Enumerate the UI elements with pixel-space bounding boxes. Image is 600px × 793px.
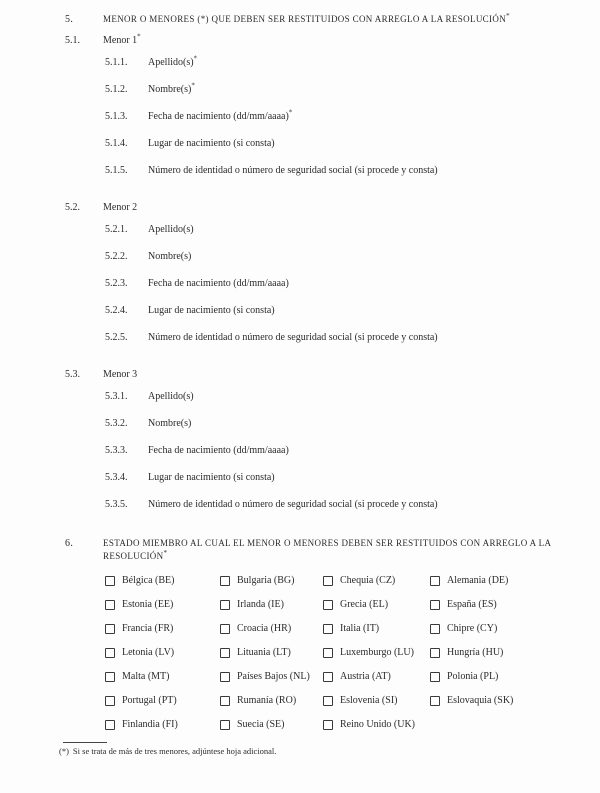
field-label: Lugar de nacimiento (si consta) — [148, 305, 275, 316]
country-label: Chequia (CZ) — [340, 575, 396, 586]
field-label: Fecha de nacimiento (dd/mm/aaaa)* — [148, 108, 293, 122]
form-field — [65, 304, 560, 317]
country-label: Países Bajos (NL) — [237, 671, 310, 682]
item-number: 5.3.5. — [105, 499, 128, 510]
country-checkbox[interactable] — [323, 624, 333, 634]
item-number: 5.2.1. — [105, 224, 128, 235]
country-option — [220, 574, 323, 587]
footnote-ref: * — [506, 12, 510, 20]
country-option — [105, 646, 220, 659]
section-6-heading — [65, 537, 560, 563]
field-label: Nombre(s) — [148, 251, 192, 262]
country-label: Letonia (LV) — [122, 647, 175, 658]
form-field — [65, 498, 560, 511]
country-label: Luxemburgo (LU) — [340, 647, 414, 658]
country-label: Lituania (LT) — [237, 647, 291, 658]
country-label: Austria (AT) — [340, 671, 391, 682]
country-option — [220, 598, 323, 611]
item-number: 5.3.1. — [105, 391, 128, 402]
country-checkbox[interactable] — [430, 672, 440, 682]
item-number: 5.3. — [65, 369, 80, 380]
country-row — [105, 622, 560, 635]
country-option — [430, 622, 497, 635]
country-label: Croacia (HR) — [237, 623, 292, 634]
field-label: Nombre(s) — [148, 418, 192, 429]
country-checkbox[interactable] — [323, 600, 333, 610]
item-number: 5.1.5. — [105, 165, 128, 176]
footnote-ref: * — [137, 32, 141, 41]
subsection-title: Menor 2 — [103, 202, 138, 213]
footnote-ref: * — [288, 108, 293, 117]
footnote-marker: (*) — [59, 746, 69, 756]
field-label: Nombre(s)* — [148, 81, 195, 95]
country-label: España (ES) — [447, 599, 497, 610]
country-option — [323, 598, 430, 611]
item-number: 5.3.2. — [105, 418, 128, 429]
footnote-block — [59, 742, 560, 757]
form-field — [65, 164, 560, 177]
field-label: Apellido(s) — [148, 224, 194, 235]
country-row — [105, 694, 560, 707]
country-checkbox[interactable] — [430, 648, 440, 658]
item-number: 5.1.4. — [105, 138, 128, 149]
footnote-ref: * — [191, 81, 195, 90]
country-label: Grecia (EL) — [340, 599, 389, 610]
country-option — [220, 694, 323, 707]
item-number: 5.2.5. — [105, 332, 128, 343]
country-option — [105, 670, 220, 683]
country-option — [105, 718, 220, 731]
country-checkbox[interactable] — [220, 648, 230, 658]
section-title: MENOR O MENORES (*) QUE DEBEN SER RESTITUIDOS CON ARREGLO A LA RESOLUCIÓN* — [103, 12, 510, 24]
country-checkbox[interactable] — [220, 600, 230, 610]
footnote — [59, 746, 560, 757]
country-option — [323, 622, 430, 635]
subsection-title: Menor 3 — [103, 369, 138, 380]
country-checkbox[interactable] — [220, 672, 230, 682]
section-number: 6. — [65, 538, 74, 549]
country-option — [220, 670, 323, 683]
field-label: Número de identidad o número de seguridad social (si procede y consta) — [148, 499, 438, 510]
field-label: Número de identidad o número de seguridad social (si procede y consta) — [148, 165, 438, 176]
country-checkbox[interactable] — [220, 720, 230, 730]
subsection-5-2-heading — [65, 201, 560, 214]
field-label: Apellido(s) — [148, 391, 194, 402]
item-number: 5.2. — [65, 202, 80, 213]
country-option — [105, 598, 220, 611]
country-label: Bulgaria (BG) — [237, 575, 295, 586]
country-checkbox[interactable] — [105, 696, 115, 706]
country-option — [430, 670, 498, 683]
country-row — [105, 646, 560, 659]
form-field — [65, 331, 560, 344]
country-label: Finlandia (FI) — [122, 719, 178, 730]
country-option — [105, 694, 220, 707]
section-5-heading — [65, 13, 560, 26]
form-field — [65, 110, 560, 123]
country-checkbox[interactable] — [323, 648, 333, 658]
item-number: 5.1.3. — [105, 111, 128, 122]
country-option — [430, 646, 503, 659]
form-field — [65, 471, 560, 484]
country-checkbox[interactable] — [323, 576, 333, 586]
country-option — [323, 718, 430, 731]
country-label: Alemania (DE) — [447, 575, 509, 586]
country-option — [220, 646, 323, 659]
country-label: Chipre (CY) — [447, 623, 498, 634]
country-label: Hungría (HU) — [447, 647, 504, 658]
item-number: 5.1.2. — [105, 84, 128, 95]
country-checkbox[interactable] — [105, 672, 115, 682]
field-label: Apellido(s)* — [148, 54, 198, 68]
country-checkbox[interactable] — [430, 696, 440, 706]
country-option — [430, 598, 497, 611]
country-checkbox[interactable] — [430, 576, 440, 586]
form-field — [65, 137, 560, 150]
footnote-ref: * — [193, 54, 198, 63]
country-label: Portugal (PT) — [122, 695, 177, 706]
subsection-title: Menor 1* — [103, 32, 141, 46]
country-label: Polonia (PL) — [447, 671, 499, 682]
country-checkbox[interactable] — [430, 624, 440, 634]
field-label: Lugar de nacimiento (si consta) — [148, 472, 275, 483]
country-label: Rumanía (RO) — [237, 695, 297, 706]
country-label: Francia (FR) — [122, 623, 174, 634]
section-number: 5. — [65, 14, 74, 25]
field-label: Número de identidad o número de seguridad social (si procede y consta) — [148, 332, 438, 343]
country-checkbox[interactable] — [323, 696, 333, 706]
item-number: 5.2.3. — [105, 278, 128, 289]
footnote-divider — [63, 742, 107, 743]
country-label: Suecia (SE) — [237, 719, 285, 730]
country-checkbox[interactable] — [220, 696, 230, 706]
field-label: Fecha de nacimiento (dd/mm/aaaa) — [148, 445, 289, 456]
form-field — [65, 444, 560, 457]
country-checkbox[interactable] — [323, 720, 333, 730]
country-label: Irlanda (IE) — [237, 599, 284, 610]
form-field — [65, 223, 560, 236]
country-option — [220, 718, 323, 731]
country-label: Italia (IT) — [340, 623, 380, 634]
subsection-5-3-heading — [65, 368, 560, 381]
form-field — [65, 390, 560, 403]
country-label: Estonia (EE) — [122, 599, 174, 610]
country-label: Malta (MT) — [122, 671, 170, 682]
section-title: ESTADO MIEMBRO AL CUAL EL MENOR O MENORES DEBEN SER RESTITUIDOS CON ARREGLO A LA RESOLUCIÓN* — [103, 538, 551, 561]
country-checkbox[interactable] — [323, 672, 333, 682]
country-option — [105, 574, 220, 587]
form-field — [65, 56, 560, 69]
form-field — [65, 417, 560, 430]
country-label: Eslovenia (SI) — [340, 695, 398, 706]
country-checkbox[interactable] — [105, 648, 115, 658]
country-checkbox[interactable] — [105, 720, 115, 730]
country-label: Bélgica (BE) — [122, 575, 175, 586]
country-row — [105, 670, 560, 683]
item-number: 5.1. — [65, 35, 80, 46]
footnote-text: Si se trata de más de tres menores, adjúntese hoja adicional. — [72, 746, 277, 756]
country-option — [323, 574, 430, 587]
country-row — [105, 598, 560, 611]
country-checkbox[interactable] — [105, 576, 115, 586]
country-label: Eslovaquia (SK) — [447, 695, 514, 706]
country-label: Reino Unido (UK) — [340, 719, 415, 730]
field-label: Fecha de nacimiento (dd/mm/aaaa) — [148, 278, 289, 289]
country-row — [105, 718, 560, 731]
subsection-5-1-heading — [65, 34, 560, 47]
country-checkbox[interactable] — [220, 576, 230, 586]
country-option — [323, 646, 430, 659]
item-number: 5.2.4. — [105, 305, 128, 316]
item-number: 5.2.2. — [105, 251, 128, 262]
item-number: 5.1.1. — [105, 57, 128, 68]
item-number: 5.3.4. — [105, 472, 128, 483]
form-field — [65, 277, 560, 290]
country-checkbox[interactable] — [105, 624, 115, 634]
field-label: Lugar de nacimiento (si consta) — [148, 138, 275, 149]
footnote-ref: * — [163, 549, 168, 557]
country-checkbox[interactable] — [105, 600, 115, 610]
member-state-grid — [105, 574, 560, 731]
form-field — [65, 250, 560, 263]
country-checkbox[interactable] — [220, 624, 230, 634]
country-option — [105, 622, 220, 635]
country-option — [323, 670, 430, 683]
country-checkbox[interactable] — [430, 600, 440, 610]
country-option — [220, 622, 323, 635]
country-option — [430, 694, 513, 707]
country-row — [105, 574, 560, 587]
country-option — [430, 574, 508, 587]
country-option — [323, 694, 430, 707]
form-field — [65, 83, 560, 96]
item-number: 5.3.3. — [105, 445, 128, 456]
